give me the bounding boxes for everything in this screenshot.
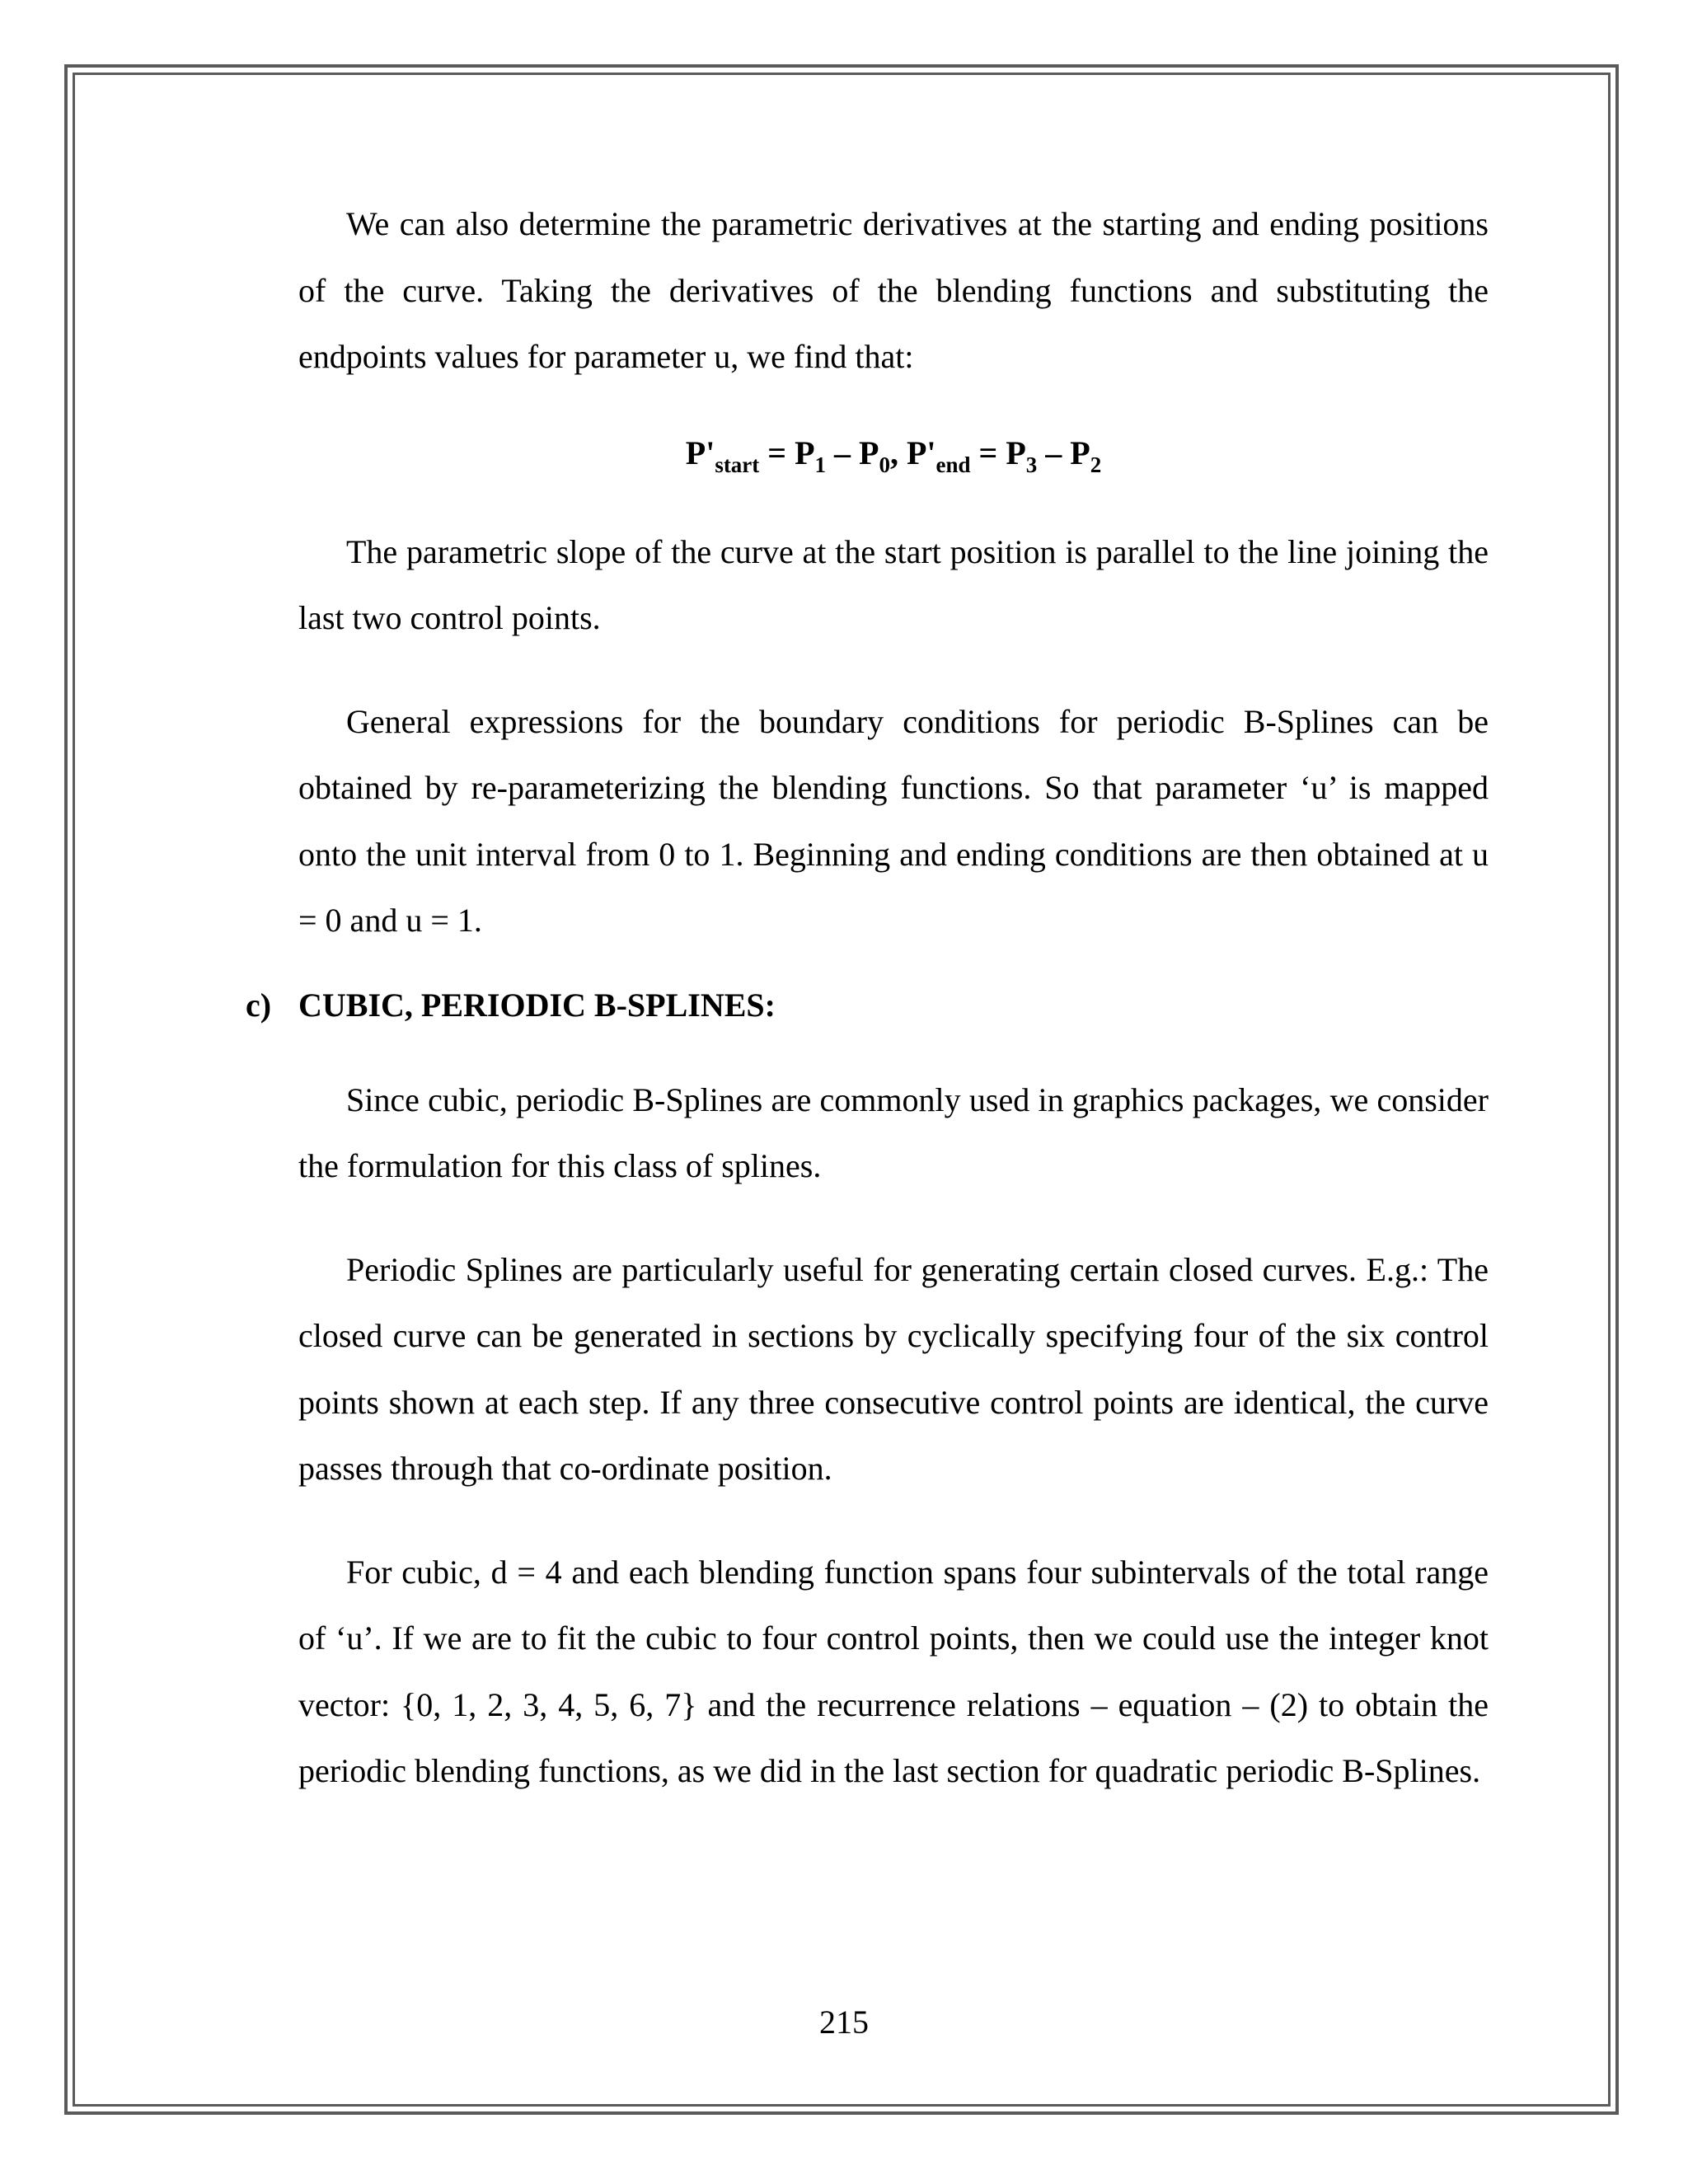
formula-minus-2: – P — [1037, 434, 1090, 471]
formula-eq-1: = P — [759, 434, 815, 471]
formula-sub-start: start — [715, 452, 760, 477]
formula-sub-2: 2 — [1090, 452, 1102, 477]
paragraph-periodic-splines: Periodic Splines are particularly useful for generating certain closed curves. E.g.: The closed curve can be generated in sections by cyclically specifying four of the six control points shown at each step. If any three consecutive control points are identical, the curve passes through that co-ordinate position. — [298, 1250, 1489, 1487]
formula-sub-0: 0 — [879, 452, 890, 477]
formula-p-prime-end: , P' — [889, 434, 936, 471]
formula-eq-2: = P — [970, 434, 1026, 471]
page-body — [246, 191, 1489, 1805]
paragraph-gap — [298, 1502, 1489, 1540]
formula-minus-1: – P — [826, 434, 879, 471]
formula-p-prime-start: P' — [685, 434, 715, 471]
paragraph-parametric-slope: The parametric slope of the curve at the start position is parallel to the line joining the last two control points. — [298, 532, 1489, 636]
paragraph-derivatives: We can also determine the parametric derivatives at the starting and ending positions of the curve. Taking the derivatives of the blending functions and substituting the endpoints values for parameter u, we find that: — [298, 205, 1489, 375]
formula-sub-3: 3 — [1025, 452, 1038, 477]
paragraph-knot-vector: For cubic, d = 4 and each blending function spans four subintervals of the total range of ‘u’. If we are to fit the cubic to four control points, then we could use the integer knot vector: {0, 1, 2, 3, 4, 5, 6, 7} and the recurrence relations – equation – (2) to obtain the periodic blending functions, as we did in the last section for quadratic periodic B-Splines. — [298, 1553, 1489, 1789]
endpoint-derivative-formula — [298, 420, 1489, 486]
paragraph-gap — [298, 652, 1489, 689]
paragraph-cubic-intro: Since cubic, periodic B-Splines are commonly used in graphics packages, we consider the formulation for this class of splines. — [298, 1080, 1489, 1184]
section-heading — [246, 972, 1489, 1038]
formula-sub-1: 1 — [814, 452, 827, 477]
section-marker: c) — [246, 986, 272, 1024]
paragraph-boundary-conditions: General expressions for the boundary conditions for periodic B-Splines can be obtained by re-parameterizing the blending functions. So that parameter ‘u’ is mapped onto the unit interval from 0 to 1. Beginning and ending conditions are then obtained at u = 0 and u = 1. — [298, 702, 1489, 939]
section-title: CUBIC, PERIODIC B-SPLINES: — [298, 986, 776, 1024]
page-number: 215 — [819, 2004, 869, 2041]
paragraph-gap — [298, 1200, 1489, 1237]
formula-sub-end: end — [935, 452, 971, 477]
